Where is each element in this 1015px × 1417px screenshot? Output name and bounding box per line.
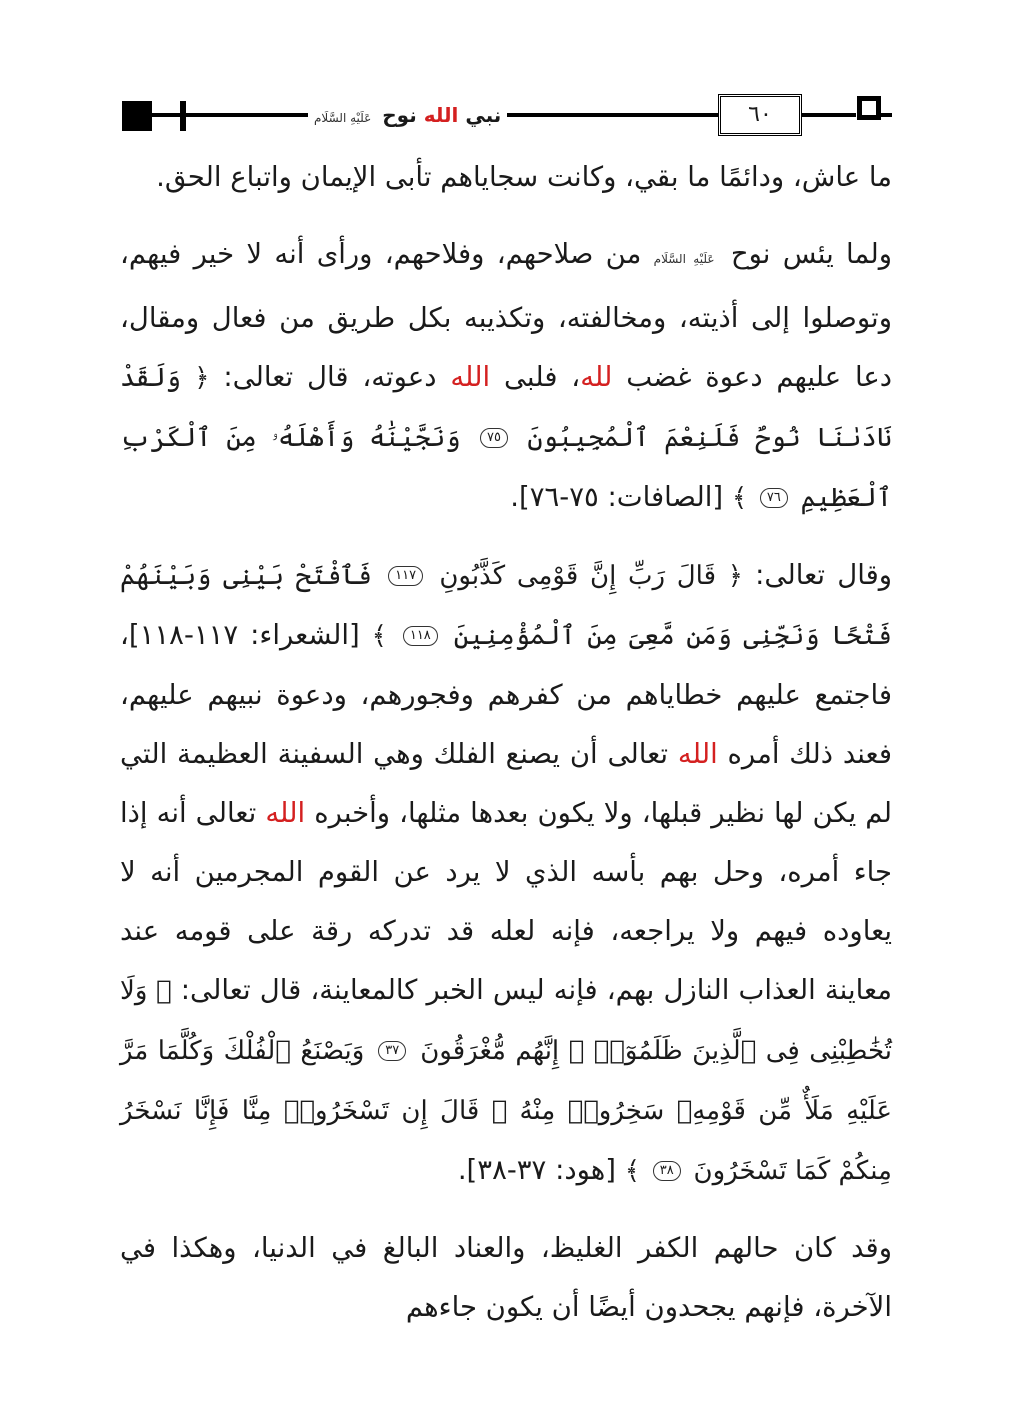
p3-allah-1: الله bbox=[677, 738, 718, 770]
quran-verse-118: فَٱفْتَحْ بَيْنِى وَبَيْنَهُمْ فَتْحًا وَنَجِّنِى وَمَن مَّعِىَ مِنَ ٱلْمُؤْمِنِينَ bbox=[120, 561, 892, 651]
verse-reference: [هود: ٣٧-٣٨]. bbox=[457, 1154, 617, 1186]
title-allah: الله bbox=[423, 103, 459, 127]
title-prefix: نبي bbox=[465, 103, 502, 127]
quran-close-bracket: ﴾ bbox=[624, 1156, 641, 1186]
header-rule-left bbox=[152, 113, 180, 117]
page-number-box bbox=[718, 94, 802, 136]
ayah-number-76: ٧٦ bbox=[760, 488, 788, 508]
page-header bbox=[122, 94, 892, 138]
header-end-block-left bbox=[122, 101, 152, 131]
p2-text-1: ولما يئس نوح bbox=[730, 238, 892, 270]
quran-verse-37: ﴿ وَلَا تُخَٰطِبْنِى فِى ٱلَّذِينَ ظَلَمُوٓا۟ ۚ إِنَّهُم مُّغْرَقُونَ bbox=[120, 976, 892, 1066]
verse-reference: [الشعراء: ١١٧-١١٨] bbox=[128, 619, 360, 651]
p3-text-4: تعالى أنه إذا جاء أمره، وحل بهم بأسه الذي لا يرد عن القوم المجرمين أنه لا يعاوده فيهم ولا يراجعه، فإنه لعله قد تدركه رقة على قومه عند معاينة العذاب النازل بهم، فإنه ليس الخبر كالمعاينة، قال تعالى: bbox=[120, 797, 892, 1006]
p3-text-3: تعالى أن يصنع الفلك وهي السفينة العظيمة التي لم يكن لها نظير قبلها، ولا يكون بعدها مثلها، وأخبره bbox=[120, 738, 892, 829]
paragraph-3 bbox=[120, 546, 892, 1201]
paragraph-1-text: ما عاش، ودائمًا ما بقي، وكانت سجاياهم تأبى الإيمان واتباع الحق. bbox=[156, 161, 892, 193]
p2-allah-1: لله bbox=[580, 361, 613, 393]
quran-close-bracket: ﴾ bbox=[731, 483, 748, 513]
p2-allah-2: الله bbox=[450, 361, 491, 393]
ayah-number-38: ٣٨ bbox=[653, 1161, 681, 1181]
honorific-glyph: عَلَيْهِ السَّلَام bbox=[314, 111, 372, 125]
verse-reference: [الصافات: ٧٥-٧٦]. bbox=[510, 481, 724, 513]
p2-text-4: دعوته، قال تعالى: bbox=[223, 361, 437, 393]
paragraph-1 bbox=[120, 148, 892, 207]
p2-text-2: من صلاحهم، وفلاحهم، ورأى أنه لا خير فيهم، وتوصلوا إلى أذيته، ومخالفته، وتكذيبه بكل طريق من فعال ومقال، دعا عليهم دعوة غضب bbox=[120, 238, 893, 393]
ayah-number-118: ١١٨ bbox=[403, 626, 438, 646]
p3-allah-2: الله bbox=[265, 797, 306, 829]
p3-text-1: وقال تعالى: bbox=[755, 559, 892, 591]
p2-text-3: ، فلبى bbox=[504, 361, 581, 393]
quran-verse-75: ﴿ وَلَقَدْ نَادَىٰنَا نُوحٌ فَلَنِعْمَ ٱلْمُجِيبُونَ bbox=[120, 363, 892, 453]
page-body bbox=[120, 148, 892, 1337]
paragraph-4-text: وقد كان حالهم الكفر الغليظ، والعناد البالغ في الدنيا، وهكذا في الآخرة، فإنهم يجحدون أيضًا أن يكون جاءهم bbox=[120, 1232, 892, 1323]
paragraph-2 bbox=[120, 225, 892, 528]
header-rule-right bbox=[881, 113, 892, 117]
title-name: نوح bbox=[382, 103, 417, 127]
quran-verse-117: ﴿ قَالَ رَبِّ إِنَّ قَوْمِى كَذَّبُونِ bbox=[439, 561, 743, 591]
quran-close-bracket: ﴾ bbox=[371, 621, 387, 651]
honorific-glyph: عَلَيْهِ السَّلَام bbox=[653, 252, 715, 266]
running-title bbox=[308, 100, 507, 130]
quran-verse-38: وَيَصْنَعُ ٱلْفُلْكَ وَكُلَّمَا مَرَّ عَلَيْهِ مَلَأٌ مِّن قَوْمِهِۦ سَخِرُوا۟ مِنْهُ ۚ قَالَ إِن تَسْخَرُوا۟ مِنَّا فَإِنَّا نَسْخَرُ مِنكُمْ كَمَا تَسْخَرُونَ bbox=[120, 1036, 892, 1186]
ayah-number-37: ٣٧ bbox=[378, 1041, 406, 1061]
page-number: ٦٠ bbox=[748, 102, 772, 127]
ayah-number-75: ٧٥ bbox=[480, 428, 508, 448]
p3-text-2: ، فاجتمع عليهم خطاياهم من كفرهم وفجورهم، ودعوة نبيهم عليهم، فعند ذلك أمره bbox=[120, 619, 892, 770]
paragraph-4 bbox=[120, 1219, 892, 1337]
ayah-number-117: ١١٧ bbox=[388, 566, 423, 586]
quran-verse-76: وَنَجَّيْنَٰهُ وَأَهْلَهُۥ مِنَ ٱلْكَرْبِ ٱلْعَظِيمِ bbox=[120, 423, 892, 513]
header-end-square-right bbox=[857, 96, 881, 120]
